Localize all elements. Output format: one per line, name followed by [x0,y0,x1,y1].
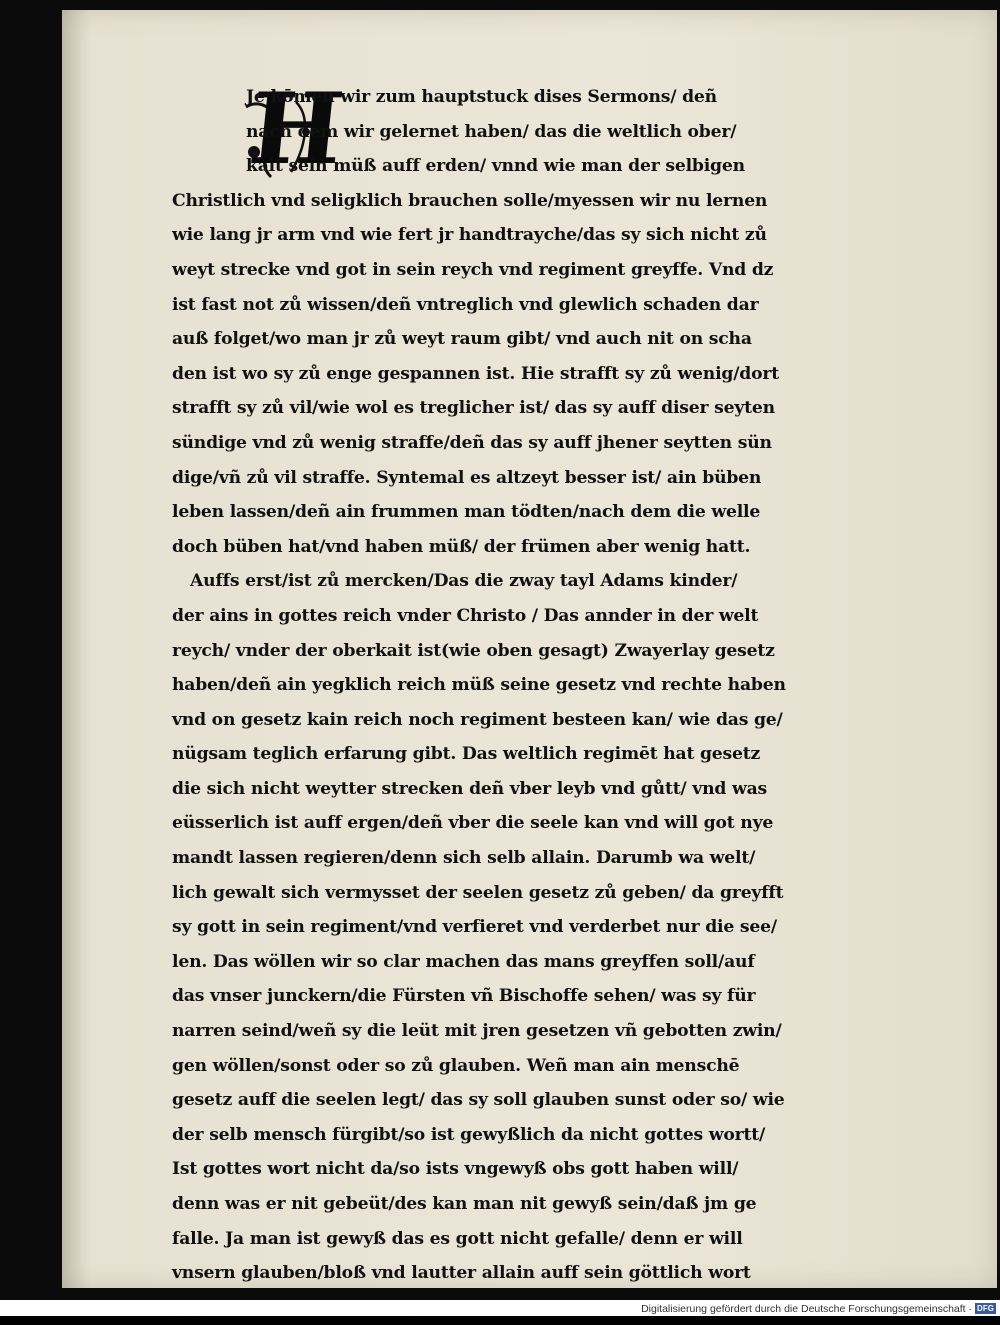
text-line: den ist wo sy zů enge gespannen ist. Hie strafft sy zů wenig/dort [172,363,779,384]
text-line: haben/deñ ain yegklich reich müß seine gesetz vnd rechte haben [172,675,786,696]
text-line: falle. Ja man ist gewyß das es gott nicht gefalle/ denn er will [172,1228,743,1249]
text-line: gesetz auff die seelen legt/ das sy soll glauben sunst oder so/ wie [172,1090,785,1111]
text-line: dige/vñ zů vil straffe. Syntemal es altzeyt besser ist/ ain büben [172,467,762,488]
text-line: der selb mensch fürgibt/so ist gewyßlich da nicht gottes wortt/ [172,1124,766,1145]
text-line: mandt lassen regieren/denn sich selb allain. Darumb wa welt/ [172,848,756,869]
funding-credit: Digitalisierung gefördert durch die Deutsche Forschungsgemeinschaft · [641,1303,972,1315]
text-line: leben lassen/deñ ain frummen man tödten/nach dem die welle [172,502,761,523]
text-line: strafft sy zů vil/wie wol es treglicher ist/ das sy auff diser seyten [172,398,775,419]
body-text [172,72,872,1325]
text-line: das vnser junckern/die Fürsten vñ Bischoffe sehen/ was sy für [172,986,756,1007]
text-line: sündige vnd zů wenig straffe/deñ das sy auff jhener seytten sün [172,432,772,453]
text-line: reych/ vnder der oberkait ist(wie oben gesagt) Zwayerlay gesetz [172,640,775,661]
text-line: doch büben hat/vnd haben müß/ der frümen aber wenig hatt. [172,536,751,557]
text-line: denn was er nit gebeüt/des kan man nit gewyß sein/daß jm ge [172,1194,757,1214]
text-line: weyt strecke vnd got in sein reych vnd regiment greyffe. Vnd dz [172,259,774,280]
text-line: die sich nicht weytter strecken deñ vber leyb vnd gůtt/ vnd was [172,778,767,799]
footer-bar [0,1300,1000,1316]
text-line: auß folget/wo man jr zů weyt raum gibt/ vnd auch nit on scha [172,329,752,350]
text-line: wie lang jr arm vnd wie fert jr handtrayche/das sy sich nicht zů [172,225,767,246]
text-line: Ist gottes wort nicht da/so ists vngewyß obs gott haben will/ [172,1159,739,1180]
text-line: eüsserlich ist auff ergen/deñ vber die seele kan vnd will got nye [172,813,774,834]
text-line: kait sein müß auff erden/ vnnd wie man der selbigen [246,156,745,177]
text-line: der ains in gottes reich vnder Christo / Das annder in der welt [172,605,759,626]
text-line: nügsam teglich erfarung gibt. Das weltlich regimēt hat gesetz [172,744,761,765]
decorated-initial-letter: H [244,72,349,187]
text-line: Auffs erst/ist zů mercken/Das die zway tayl Adams kinder/ [190,571,738,592]
text-line: narren seind/weñ sy die leüt mit jren gesetzen vñ gebotten zwin/ [172,1021,782,1042]
text-line: ist fast not zů wissen/deñ vntreglich vnd glewlich schaden dar [172,294,759,315]
text-line: vnd on gesetz kain reich noch regiment besteen kan/ wie das ge/ [172,709,783,730]
text-line: sy gott in sein regiment/vnd verfieret vnd verderbet nur die see/ [172,917,777,938]
text-line: Je kōmen wir zum hauptstuck dises Sermons/ deñ [246,87,717,107]
text-line: vnsern glauben/bloß vnd lautter allain auff sein göttlich wort [172,1263,751,1284]
text-line: len. Das wöllen wir so clar machen das mans greyffen soll/auf [172,951,755,972]
text-line: gen wöllen/sonst oder so zů glauben. Weñ man ain menschē [172,1055,740,1076]
text-line: Christlich vnd seligklich brauchen solle/myessen wir nu lernen [172,190,768,211]
text-line: nach dem wir gelernet haben/ das die weltlich ober/ [246,121,737,142]
dfg-logo-icon: DFG [975,1303,996,1314]
text-line: lich gewalt sich vermysset der seelen gesetz zů geben/ da greyfft [172,882,784,903]
